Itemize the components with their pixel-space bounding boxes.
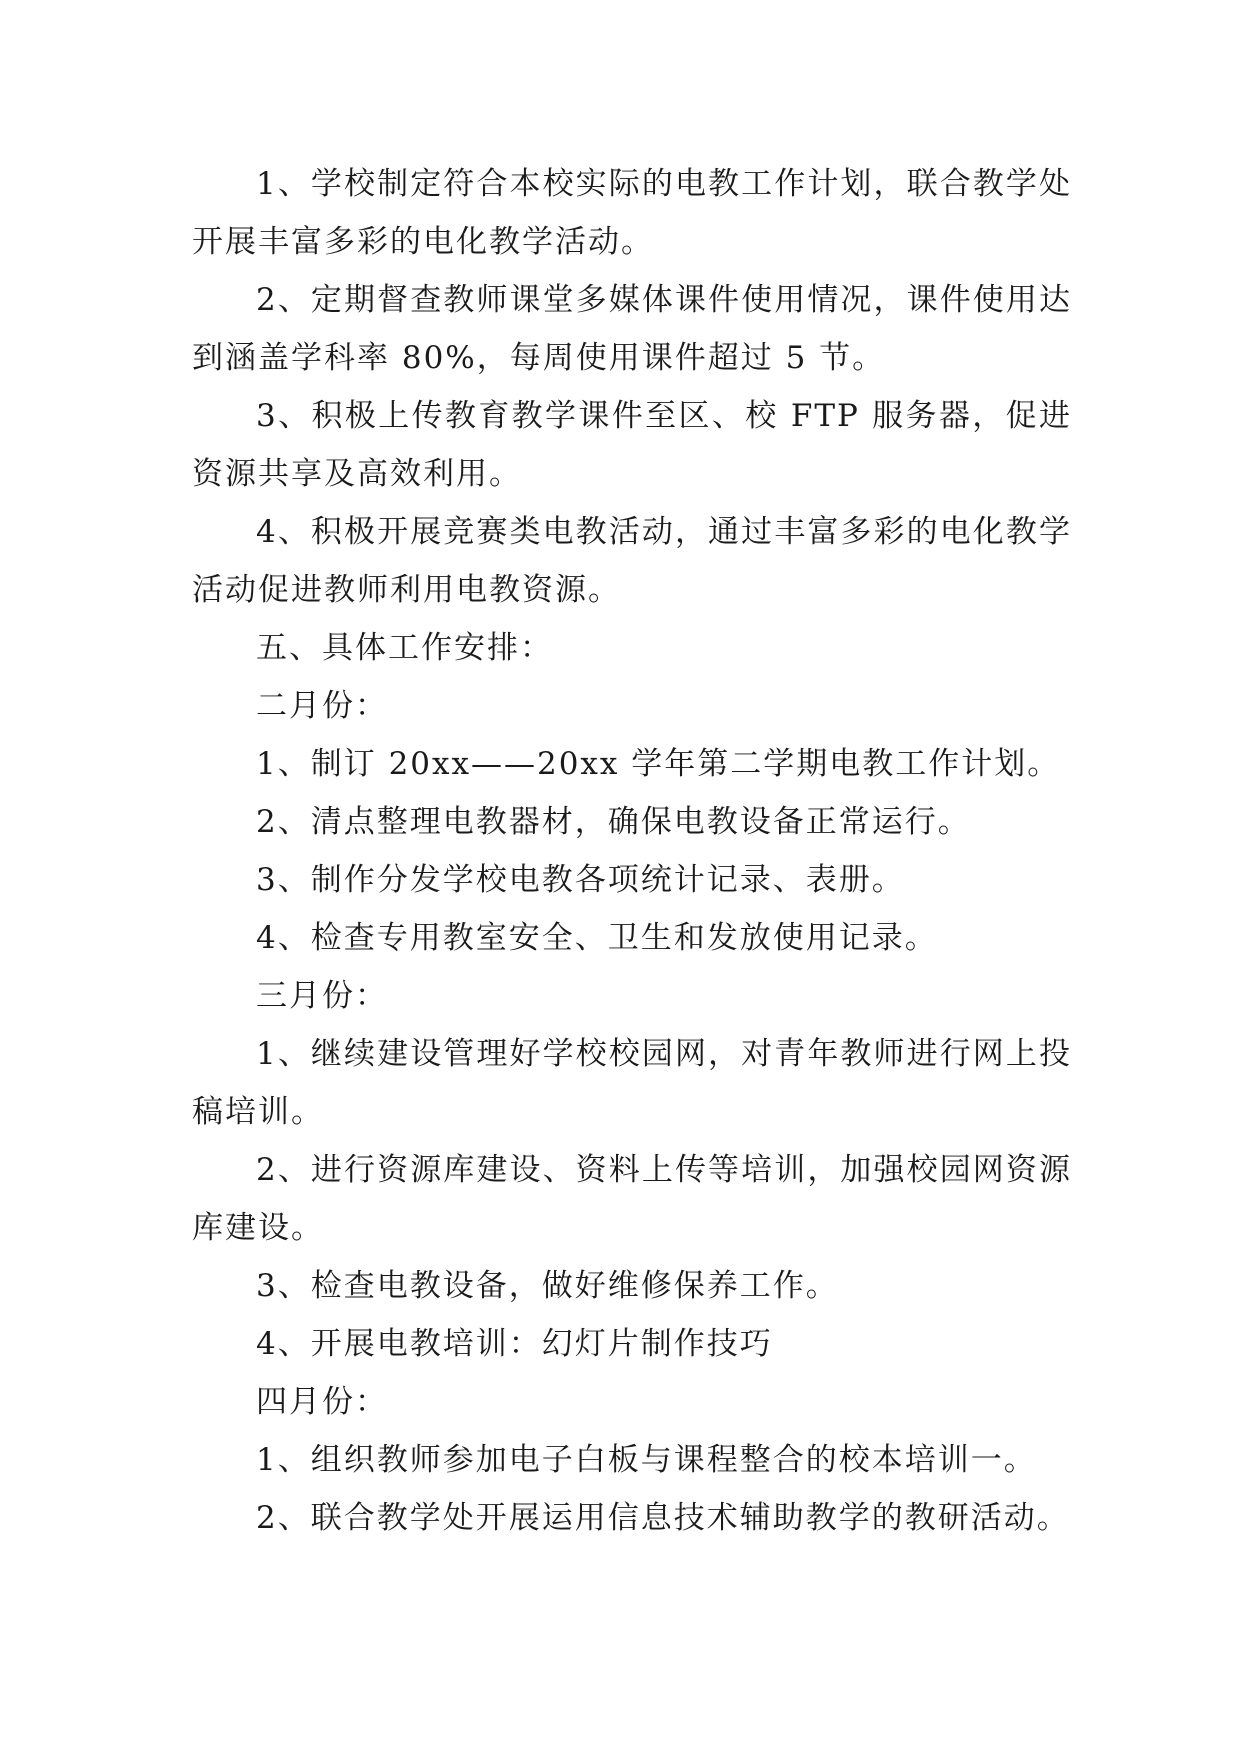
february-item-1: 1、制订 20xx——20xx 学年第二学期电教工作计划。	[256, 746, 1061, 782]
february-item-2: 2、清点整理电教器材，确保电教设备正常运行。	[256, 804, 971, 840]
march-item-4: 4、开展电教培训：幻灯片制作技巧	[256, 1326, 773, 1362]
paragraph-goal-3: 3、积极上传教育教学课件至区、校 FTP 服务器，促进资源共享及高效利用。	[192, 398, 1072, 492]
march-item-1: 1、继续建设管理好学校校园网，对青年教师进行网上投稿培训。	[192, 1036, 1072, 1130]
paragraph-goal-1: 1、学校制定符合本校实际的电教工作计划，联合教学处开展丰富多彩的电化教学活动。	[192, 166, 1072, 260]
month-heading-march: 三月份：	[256, 978, 388, 1014]
april-item-1: 1、组织教师参加电子白板与课程整合的校本培训一。	[256, 1442, 1037, 1478]
month-heading-february: 二月份：	[256, 688, 388, 724]
february-item-3: 3、制作分发学校电教各项统计记录、表册。	[256, 862, 905, 898]
paragraph-goal-4: 4、积极开展竞赛类电教活动，通过丰富多彩的电化教学活动促进教师利用电教资源。	[192, 514, 1072, 608]
february-item-4: 4、检查专用教室安全、卫生和发放使用记录。	[256, 920, 938, 956]
march-item-3: 3、检查电教设备，做好维修保养工作。	[256, 1268, 839, 1304]
document-body	[192, 155, 1072, 1547]
march-item-2: 2、进行资源库建设、资料上传等培训，加强校园网资源库建设。	[192, 1152, 1072, 1246]
april-item-2: 2、联合教学处开展运用信息技术辅助教学的教研活动。	[256, 1500, 1070, 1536]
month-heading-april: 四月份：	[256, 1384, 388, 1420]
paragraph-goal-2: 2、定期督查教师课堂多媒体课件使用情况，课件使用达到涵盖学科率 80%，每周使用课件超过 5 节。	[192, 282, 1072, 376]
section-heading-schedule: 五、具体工作安排：	[256, 630, 553, 666]
